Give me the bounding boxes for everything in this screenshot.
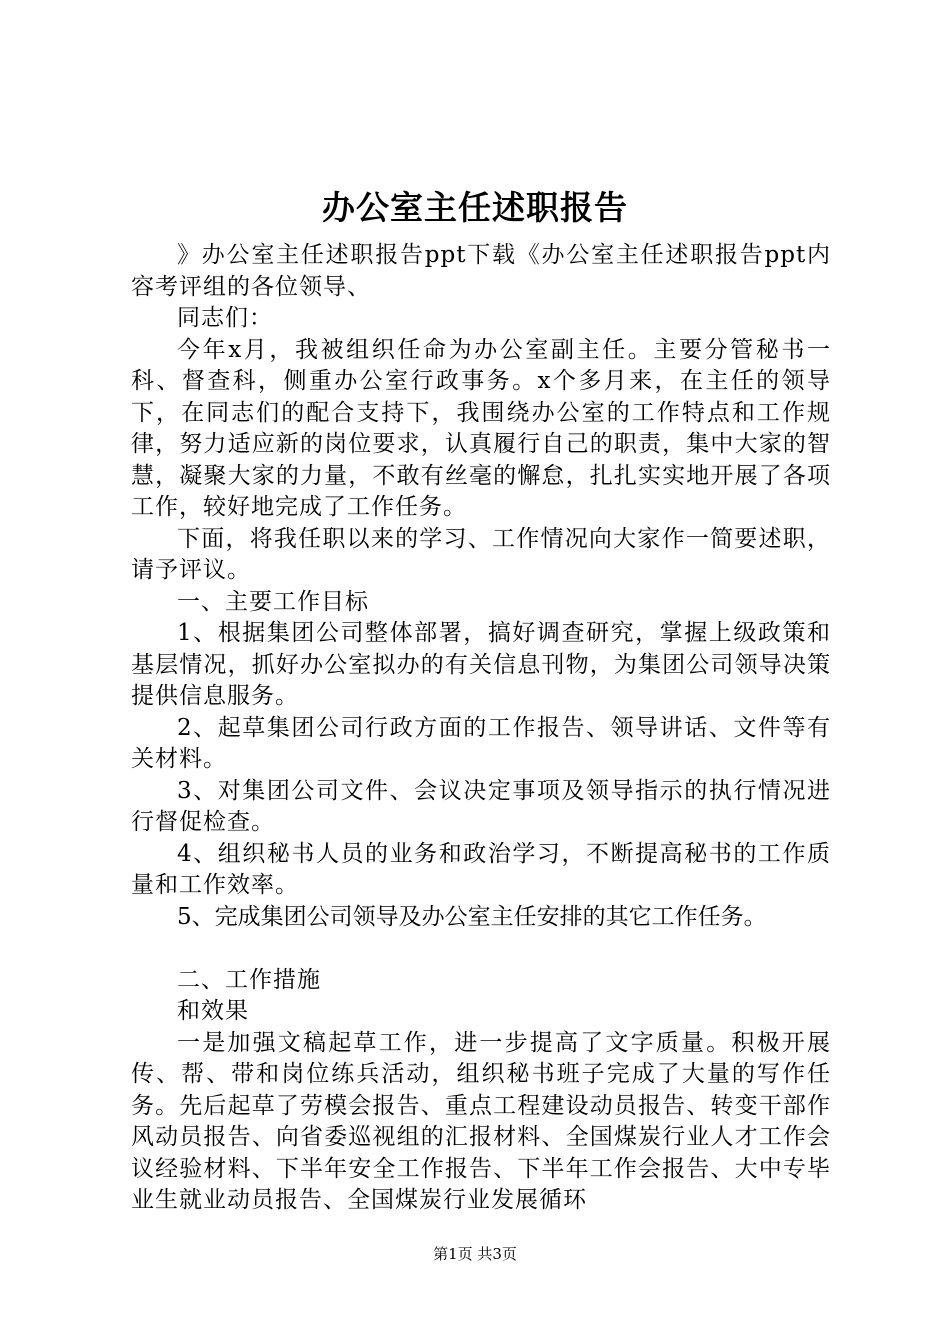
list-item-goal-4: 4、组织秘书人员的业务和政治学习，不断提高秘书的工作质量和工作效率。 <box>131 840 831 898</box>
heading-main-goals: 一、主要工作目标 <box>177 588 369 615</box>
paragraph-drafting: 一是加强文稿起草工作，进一步提高了文字质量。积极开展传、帮、带和岗位练兵活动，组织秘书班子完成了大量的写作任务。先后起草了劳模会报告、重点工程建设动员报告、转变干部作风动员报告、向省委巡视组的汇报材料、全国煤炭行业人才工作会议经验材料、下半年安全工作报告、下半年工作会报告、大中专毕业生就业动员报告、全国煤炭行业发展循环 <box>131 1029 831 1213</box>
list-item-goal-3: 3、对集团公司文件、会议决定事项及领导指示的执行情况进行督促检查。 <box>131 777 831 835</box>
page-title: 办公室主任述职报告 <box>322 188 628 227</box>
list-item-goal-1: 1、根据集团公司整体部署，搞好调查研究，掌握上级政策和基层情况，抓好办公室拟办的有关信息刊物，为集团公司领导决策提供信息服务。 <box>131 620 831 709</box>
blank-line <box>131 933 831 965</box>
heading-measures: 二、工作措施 <box>177 966 321 993</box>
list-item-goal-2: 2、起草集团公司行政方面的工作报告、领导讲话、文件等有关材料。 <box>131 714 831 772</box>
paragraph-salutation: 同志们： <box>177 305 273 331</box>
list-item-goal-5: 5、完成集团公司领导及办公室主任安排的其它工作任务。 <box>177 903 767 930</box>
paragraph-appointment: 今年x月，我被组织任命为办公室副主任。主要分管秘书一科、督查科，侧重办公室行政事务。x个多月来，在主任的领导下，在同志们的配合支持下，我围绕办公室的工作特点和工作规律，努力适应新的岗位要求，认真履行自己的职责，集中大家的智慧，凝聚大家的力量，不敢有丝毫的懈怠，扎扎实实地开展了各项工作，较好地完成了工作任务。 <box>131 336 831 520</box>
document-body <box>131 240 831 1217</box>
page-footer: 第1页 共3页 <box>433 1245 517 1263</box>
heading-measures-continued: 和效果 <box>177 998 249 1024</box>
paragraph-intro: 》办公室主任述职报告ppt下载《办公室主任述职报告ppt内容考评组的各位领导、 <box>131 242 831 300</box>
paragraph-overview: 下面，将我任职以来的学习、工作情况向大家作一简要述职，请予评议。 <box>131 525 831 583</box>
